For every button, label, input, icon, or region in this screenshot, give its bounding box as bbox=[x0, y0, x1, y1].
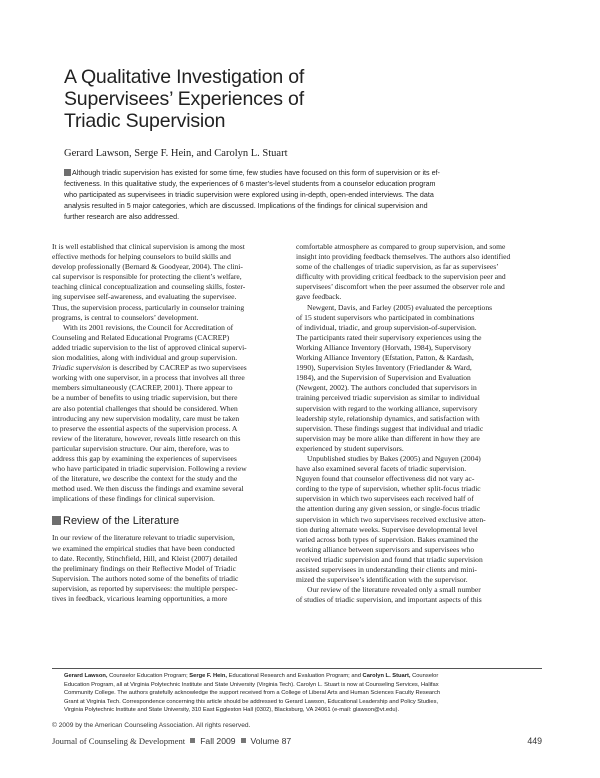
text-line: Working Alliance Inventory (Horvath, 1984), Supervisory bbox=[296, 342, 472, 352]
body-paragraph bbox=[52, 242, 296, 323]
text-line: supervision in which two supervisees received exclusive atten- bbox=[296, 514, 486, 524]
section-heading bbox=[52, 514, 296, 528]
text-line: Working Alliance Inventory (Efstation, Patton, & Kardash, bbox=[296, 353, 474, 363]
text-line: 1990), Supervision Styles Inventory (Friedlander & Ward, bbox=[296, 363, 472, 373]
text-line: supervision. These findings suggest that individual and triadic bbox=[296, 423, 484, 433]
copyright-notice: © 2009 by the American Counseling Association. All rights reserved. bbox=[52, 722, 251, 729]
text-line: introducing any new supervision modality, care must be taken bbox=[52, 413, 240, 423]
abstract-line: Although triadic supervision has existed for some time, few studies have focused on this form of supervision or its ef- bbox=[72, 169, 440, 177]
text-line: training perceived triadic supervision as similar to individual bbox=[296, 393, 480, 403]
text-line: members simultaneously (CACREP, 2001). There appear to bbox=[52, 383, 233, 393]
text-line: we examined the empirical studies that have been conducted bbox=[52, 543, 235, 553]
journal-footer bbox=[52, 736, 542, 750]
text-line: supervision in which two supervisees each received half of bbox=[296, 494, 474, 504]
text-line: cal supervisor is responsible for protecting the client’s welfare, bbox=[52, 272, 242, 282]
text-line: supervisees’ discomfort when the peer assumed the observer role and bbox=[296, 282, 505, 292]
text-line: Supervision. The authors noted some of the benefits of triadic bbox=[52, 573, 239, 583]
text-line: review of the literature, however, reveals little research on this bbox=[52, 433, 241, 443]
text-line: effective methods for helping counselors to build skills and bbox=[52, 252, 231, 262]
text-line: the attention during any given session, or single-focus triadic bbox=[296, 504, 481, 514]
author-list: Gerard Lawson, Serge F. Hein, and Carolyn L. Stuart bbox=[64, 148, 288, 159]
text-line: working with one supervisor, in a process that involves all three bbox=[52, 373, 245, 383]
text-line: (Newgent, 2002). The authors concluded that supervisors in bbox=[296, 383, 477, 393]
text-line: be a number of benefits to using triadic supervision, but there bbox=[52, 393, 238, 403]
text-line: Grant at Virginia Tech. Correspondence concerning this article should be addressed to Gerard Lawson, Educational Leadership and Policy Studies, bbox=[64, 698, 439, 705]
author-name: Serge F. Hein, bbox=[189, 673, 228, 679]
text-line: gave feedback. bbox=[296, 292, 342, 302]
abstract-line: fectiveness. In this qualitative study, the experiences of 6 master’s-level students from a counselor education program bbox=[64, 180, 436, 189]
text-line: tives in feedback, vicarious learning opportunities, a more bbox=[52, 594, 228, 603]
text-line: who have participated in triadic supervision. Following a review bbox=[52, 464, 247, 474]
text-line: Unpublished studies by Bakes (2005) and Nguyen (2004) bbox=[307, 453, 481, 463]
body-line: is described by CACREP as two supervisees bbox=[110, 363, 247, 373]
text-line: of the literature, we describe the context for the study and the bbox=[52, 474, 238, 484]
abstract-marker-icon bbox=[64, 169, 71, 176]
text-line: to preserve the essential aspects of the supervision process. A bbox=[52, 423, 238, 433]
text-line: added triadic supervision to the list of approved clinical supervi- bbox=[52, 342, 247, 352]
text-line: supervision with regard to the working alliance, supervisory bbox=[296, 403, 478, 413]
text-line: of studies of triadic supervision, and important aspects of this bbox=[296, 595, 482, 605]
text-line: method used. We then discuss the findings and examine several bbox=[52, 484, 244, 494]
text-line: Nguyen found that counselor effectiveness did not vary ac- bbox=[296, 474, 475, 484]
section-heading-text: Review of the Literature bbox=[63, 515, 180, 528]
body-paragraph bbox=[52, 533, 296, 604]
text-line: With its 2001 revisions, the Council for Accreditation of bbox=[63, 322, 234, 332]
text-line: 1984), and the Supervision of Supervision and Evaluation bbox=[296, 373, 471, 383]
article-title bbox=[64, 66, 484, 132]
text-line: particular supervision structure. Our aim, therefore, was to bbox=[52, 443, 229, 453]
text-line: implications of these findings for clinical supervision. bbox=[52, 494, 215, 504]
abstract-line: who participated as supervisees in triadic supervision were explored using in-depth, open-ended interviews. The data bbox=[64, 191, 434, 200]
author-footnote bbox=[64, 672, 542, 715]
text-line: mized the supervisee’s identification with the supervisor. bbox=[296, 575, 468, 585]
text-line: Newgent, Davis, and Farley (2005) evaluated the perceptions bbox=[307, 302, 493, 312]
journal-name: Journal of Counseling & Development bbox=[52, 736, 186, 746]
footnote-divider bbox=[52, 668, 542, 669]
text-line: Counseling and Related Educational Programs (CACREP) bbox=[52, 332, 230, 342]
text-line: Our review of the literature revealed only a small number bbox=[307, 585, 481, 595]
footnote-text: Counselor Education Program; bbox=[107, 673, 190, 679]
text-line: sion modalities, along with individual and group supervision. bbox=[52, 353, 238, 363]
text-line: of 15 student supervisors who participated in combinations bbox=[296, 312, 475, 322]
text-line: In our review of the literature relevant to triadic supervision, bbox=[52, 533, 235, 543]
abstract bbox=[64, 168, 540, 223]
text-line: address this gap by examining the experiences of supervisees bbox=[52, 453, 237, 463]
term-triadic-supervision: Triadic supervision bbox=[52, 363, 111, 373]
text-line: insight into providing feedback themselves. The authors also identified bbox=[296, 252, 511, 262]
left-column bbox=[52, 242, 296, 604]
text-line: difficulty with providing critical feedback to the supervision peer and bbox=[296, 272, 506, 282]
footnote-text: Educational Research and Evaluation Program; and bbox=[227, 673, 363, 679]
text-line: to date. Recently, Stinchfield, Hill, and Kleist (2007) detailed bbox=[52, 553, 238, 563]
text-line: develop professionally (Bernard & Goodyear, 2004). The clini- bbox=[52, 262, 243, 272]
text-line: comfortable atmosphere as compared to group supervision, and some bbox=[296, 242, 506, 251]
right-column bbox=[296, 242, 540, 605]
text-line: It is well established that clinical supervision is among the most bbox=[52, 242, 245, 251]
author-name: Gerard Lawson, bbox=[64, 673, 108, 679]
text-line: Thus, the supervision process, particularly in counselor training bbox=[52, 302, 245, 312]
text-line: ing supervisee self-awareness, and evaluating the supervisee. bbox=[52, 292, 237, 302]
heading-marker-icon bbox=[52, 516, 61, 525]
body-paragraph bbox=[296, 242, 540, 303]
text-line: programs, is central to counselors’ development. bbox=[52, 312, 199, 322]
text-line: are also potential challenges that should be considered. When bbox=[52, 403, 238, 413]
text-line: of individual, triadic, and group supervision-of-supervision. bbox=[296, 322, 477, 332]
text-line: Virginia Polytechnic Institute and State University, 310 East Eggleston Hall (0302), Blacksburg, VA 24061 (e-mail: glawson@vt.edu). bbox=[64, 707, 400, 714]
text-line: teaching clinical conceptualization and counseling skills, foster- bbox=[52, 282, 246, 292]
journal-issue: Fall 2009 bbox=[200, 736, 236, 746]
text-line: received triadic supervision and found that triadic supervision bbox=[296, 554, 483, 564]
text-line: varied across both types of supervision. Bakes examined the bbox=[296, 534, 479, 544]
title-line: A Qualitative Investigation of bbox=[64, 66, 305, 88]
footnote-text: Counselor bbox=[410, 673, 439, 679]
page-number: 449 bbox=[527, 736, 542, 746]
text-line: assisted supervisees in understanding their clients and mini- bbox=[296, 565, 477, 574]
abstract-line: further research are also addressed. bbox=[64, 213, 180, 222]
body-paragraph bbox=[296, 454, 540, 585]
journal-volume: Volume 87 bbox=[250, 736, 292, 746]
text-line: have also examined several facets of triadic supervision. bbox=[296, 464, 467, 474]
text-line: tion during alternate weeks. Supervisee developmental level bbox=[296, 524, 478, 534]
body-paragraph bbox=[296, 585, 540, 605]
separator-square-icon bbox=[241, 738, 246, 743]
text-line: working alliance between supervisors and supervisees who bbox=[296, 544, 475, 554]
abstract-line: analysis resulted in 5 major categories, which are discussed. Implications of the findings for clinical supervision and bbox=[64, 202, 428, 211]
text-line: The participants rated their supervisory experiences using the bbox=[296, 332, 482, 342]
text-line: experienced by student supervisors. bbox=[296, 443, 404, 453]
text-line: supervision may be more alike than different in how they are bbox=[296, 433, 480, 443]
separator-square-icon bbox=[190, 738, 195, 743]
title-line: Supervisees’ Experiences of bbox=[64, 88, 304, 110]
body-paragraph bbox=[296, 303, 540, 454]
text-line: some of the challenges of triadic supervision, as far as supervisees’ bbox=[296, 262, 499, 272]
text-line: Community College. The authors gratefully acknowledge the support received from a College of Liberal Arts and Human Sciences Faculty Research bbox=[64, 690, 441, 697]
text-line: the preliminary findings on their Reflective Model of Triadic bbox=[52, 563, 237, 573]
body-paragraph bbox=[52, 323, 296, 505]
author-name: Carolyn L. Stuart, bbox=[362, 673, 411, 679]
text-line: leadership style, relationship dynamics, and satisfaction with bbox=[296, 413, 480, 423]
text-line: cording to the type of supervision, whether split-focus triadic bbox=[296, 484, 481, 494]
title-line: Triadic Supervision bbox=[64, 110, 226, 132]
text-line: supervision, as reported by supervisees: the multiple perspec- bbox=[52, 583, 238, 593]
text-line: Education Program, all at Virginia Polytechnic Institute and State University (Virginia Tech). Carolyn L. Stuart is now at Counseling Services, Halifax bbox=[64, 681, 439, 688]
